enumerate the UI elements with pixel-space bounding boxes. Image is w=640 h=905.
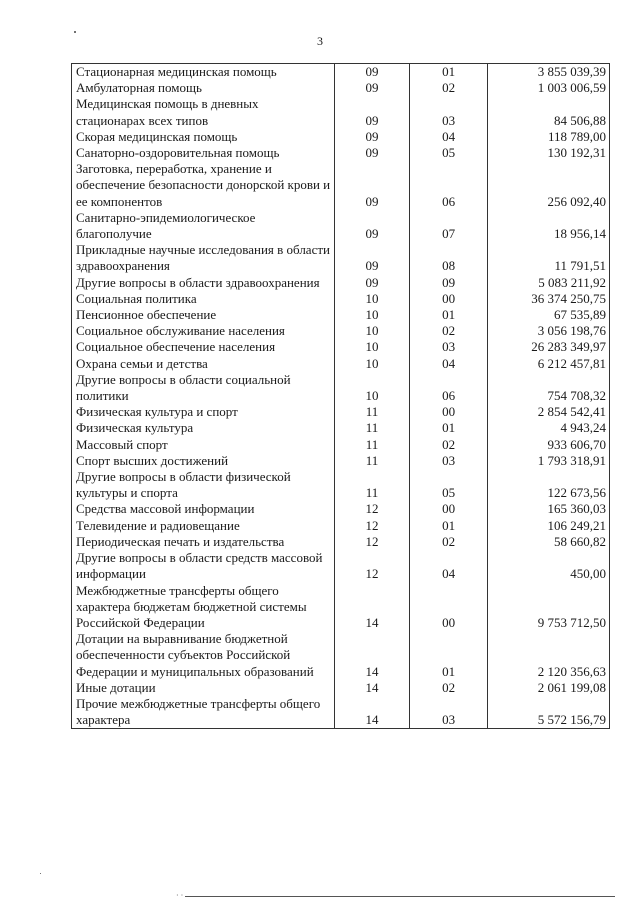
row-section: 10 [334, 307, 410, 323]
row-amount: 256 092,40 [487, 161, 609, 210]
row-name: Периодическая печать и издательства [72, 534, 335, 550]
row-section: 10 [334, 323, 410, 339]
row-section: 11 [334, 404, 410, 420]
table-row [72, 323, 610, 339]
row-name: Спорт высших достижений [72, 453, 335, 469]
row-subsection: 01 [410, 420, 488, 436]
table-row [72, 129, 610, 145]
row-name: Другие вопросы в области социальной политики [72, 372, 335, 404]
row-section: 11 [334, 437, 410, 453]
row-subsection: 02 [410, 80, 488, 96]
row-section: 10 [334, 372, 410, 404]
row-name: Другие вопросы в области здравоохранения [72, 275, 335, 291]
row-name: Прочие межбюджетные трансферты общего характера [72, 696, 335, 729]
row-name: Дотации на выравнивание бюджетной обеспеченности субъектов Российской Федерации и муниципальных образований [72, 631, 335, 680]
row-subsection: 08 [410, 242, 488, 274]
table-row [72, 356, 610, 372]
table-row [72, 96, 610, 128]
scan-speck [74, 31, 76, 33]
table-row [72, 275, 610, 291]
table-row [72, 420, 610, 436]
row-amount: 6 212 457,81 [487, 356, 609, 372]
row-amount: 18 956,14 [487, 210, 609, 242]
row-amount: 58 660,82 [487, 534, 609, 550]
table-row [72, 696, 610, 729]
row-section: 12 [334, 501, 410, 517]
row-amount: 2 120 356,63 [487, 631, 609, 680]
row-subsection: 00 [410, 583, 488, 632]
row-section: 10 [334, 339, 410, 355]
row-section: 09 [334, 145, 410, 161]
table-row [72, 469, 610, 501]
table-row [72, 437, 610, 453]
table-row [72, 583, 610, 632]
table-row [72, 453, 610, 469]
row-name: Другие вопросы в области средств массовой информации [72, 550, 335, 582]
row-name: Стационарная медицинская помощь [72, 64, 335, 81]
row-name: Межбюджетные трансферты общего характера бюджетам бюджетной системы Российской Федерации [72, 583, 335, 632]
row-name: Амбулаторная помощь [72, 80, 335, 96]
row-name: Прикладные научные исследования в области здравоохранения [72, 242, 335, 274]
row-section: 09 [334, 275, 410, 291]
row-name: Социальная политика [72, 291, 335, 307]
row-name: Физическая культура и спорт [72, 404, 335, 420]
table-row [72, 404, 610, 420]
scan-speck [40, 873, 41, 874]
row-amount: 3 855 039,39 [487, 64, 609, 81]
row-amount: 9 753 712,50 [487, 583, 609, 632]
row-subsection: 04 [410, 129, 488, 145]
row-section: 14 [334, 696, 410, 729]
row-subsection: 01 [410, 518, 488, 534]
row-amount: 2 854 542,41 [487, 404, 609, 420]
row-subsection: 06 [410, 161, 488, 210]
row-section: 12 [334, 534, 410, 550]
row-subsection: 00 [410, 404, 488, 420]
row-amount: 1 793 318,91 [487, 453, 609, 469]
row-amount: 3 056 198,76 [487, 323, 609, 339]
row-name: Заготовка, переработка, хранение и обеспечение безопасности донорской крови и ее компонентов [72, 161, 335, 210]
table-row [72, 518, 610, 534]
row-section: 09 [334, 129, 410, 145]
row-amount: 5 083 211,92 [487, 275, 609, 291]
row-subsection: 00 [410, 291, 488, 307]
row-amount: 106 249,21 [487, 518, 609, 534]
row-amount: 5 572 156,79 [487, 696, 609, 729]
row-subsection: 03 [410, 339, 488, 355]
row-amount: 2 061 199,08 [487, 680, 609, 696]
row-section: 11 [334, 420, 410, 436]
row-name: Скорая медицинская помощь [72, 129, 335, 145]
row-amount: 118 789,00 [487, 129, 609, 145]
row-subsection: 04 [410, 550, 488, 582]
row-subsection: 05 [410, 145, 488, 161]
row-subsection: 01 [410, 64, 488, 81]
row-amount: 165 360,03 [487, 501, 609, 517]
table-row [72, 145, 610, 161]
row-name: Средства массовой информации [72, 501, 335, 517]
footer-rule [185, 896, 615, 897]
row-section: 14 [334, 631, 410, 680]
table-row [72, 550, 610, 582]
table-row [72, 680, 610, 696]
row-subsection: 01 [410, 307, 488, 323]
table-row [72, 501, 610, 517]
row-amount: 754 708,32 [487, 372, 609, 404]
row-name: Санитарно-эпидемиологическое благополучие [72, 210, 335, 242]
row-name: Санаторно-оздоровительная помощь [72, 145, 335, 161]
row-subsection: 02 [410, 680, 488, 696]
row-subsection: 05 [410, 469, 488, 501]
row-amount: 450,00 [487, 550, 609, 582]
budget-table-body [72, 64, 610, 729]
row-subsection: 02 [410, 323, 488, 339]
row-name: Телевидение и радиовещание [72, 518, 335, 534]
table-row [72, 161, 610, 210]
row-section: 09 [334, 210, 410, 242]
row-subsection: 03 [410, 453, 488, 469]
row-name: Социальное обеспечение населения [72, 339, 335, 355]
table-row [72, 307, 610, 323]
table-row [72, 210, 610, 242]
row-name: Физическая культура [72, 420, 335, 436]
row-section: 09 [334, 242, 410, 274]
row-section: 11 [334, 453, 410, 469]
row-amount: 67 535,89 [487, 307, 609, 323]
row-amount: 4 943,24 [487, 420, 609, 436]
row-section: 14 [334, 583, 410, 632]
table-row [72, 242, 610, 274]
row-amount: 36 374 250,75 [487, 291, 609, 307]
row-amount: 933 606,70 [487, 437, 609, 453]
row-section: 09 [334, 96, 410, 128]
row-section: 09 [334, 64, 410, 81]
row-subsection: 01 [410, 631, 488, 680]
row-subsection: 09 [410, 275, 488, 291]
row-section: 12 [334, 550, 410, 582]
row-subsection: 03 [410, 696, 488, 729]
row-name: Иные дотации [72, 680, 335, 696]
budget-table [71, 63, 610, 729]
scan-mark: · · [176, 891, 184, 900]
row-name: Медицинская помощь в дневных стационарах всех типов [72, 96, 335, 128]
row-subsection: 02 [410, 437, 488, 453]
row-name: Массовый спорт [72, 437, 335, 453]
row-amount: 26 283 349,97 [487, 339, 609, 355]
row-subsection: 04 [410, 356, 488, 372]
row-name: Пенсионное обеспечение [72, 307, 335, 323]
row-subsection: 06 [410, 372, 488, 404]
row-amount: 11 791,51 [487, 242, 609, 274]
table-row [72, 80, 610, 96]
row-subsection: 07 [410, 210, 488, 242]
row-section: 11 [334, 469, 410, 501]
row-section: 12 [334, 518, 410, 534]
table-row [72, 64, 610, 81]
table-row [72, 534, 610, 550]
table-row [72, 291, 610, 307]
row-name: Другие вопросы в области физической культуры и спорта [72, 469, 335, 501]
row-section: 09 [334, 80, 410, 96]
row-section: 10 [334, 356, 410, 372]
row-subsection: 00 [410, 501, 488, 517]
row-subsection: 03 [410, 96, 488, 128]
row-section: 10 [334, 291, 410, 307]
row-amount: 84 506,88 [487, 96, 609, 128]
row-amount: 1 003 006,59 [487, 80, 609, 96]
row-name: Охрана семьи и детства [72, 356, 335, 372]
row-amount: 122 673,56 [487, 469, 609, 501]
row-section: 14 [334, 680, 410, 696]
row-section: 09 [334, 161, 410, 210]
row-amount: 130 192,31 [487, 145, 609, 161]
table-row [72, 631, 610, 680]
page-number: 3 [317, 34, 323, 48]
row-name: Социальное обслуживание населения [72, 323, 335, 339]
table-row [72, 372, 610, 404]
row-subsection: 02 [410, 534, 488, 550]
table-row [72, 339, 610, 355]
